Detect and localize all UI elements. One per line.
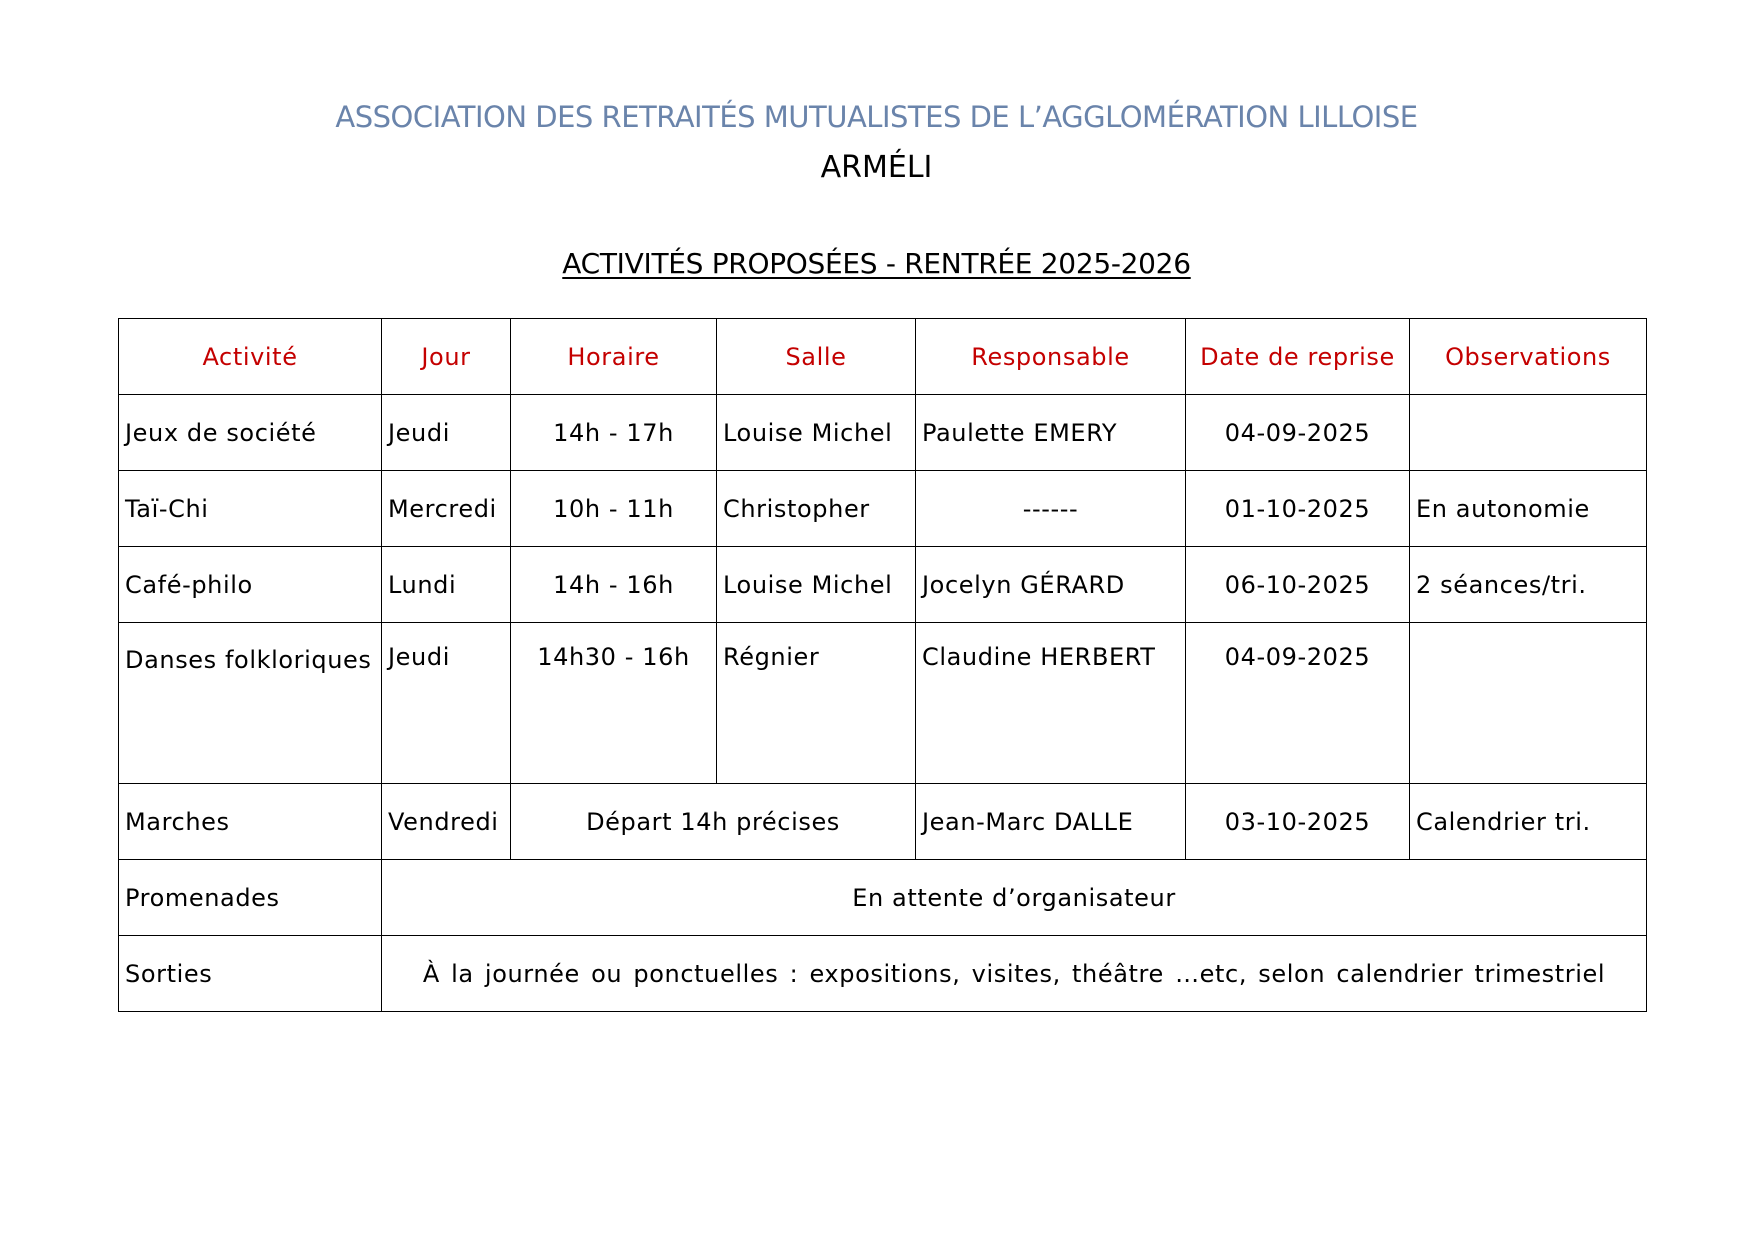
cell-salle: Régnier — [717, 623, 916, 784]
document-title-text: ACTIVITÉS PROPOSÉES - RENTRÉE 2025-2026 — [562, 247, 1191, 280]
table-header-row — [119, 319, 1647, 395]
cell-salle: Louise Michel — [717, 547, 916, 623]
cell-horaire: 10h - 11h — [511, 471, 717, 547]
cell-date-reprise: 04-09-2025 — [1186, 623, 1410, 784]
cell-details: À la journée ou ponctuelles : expositions, visites, théâtre …etc, selon calendrier trimestriel — [382, 936, 1647, 1012]
cell-observations — [1410, 623, 1647, 784]
table-row — [119, 936, 1647, 1012]
cell-responsable: Jocelyn GÉRARD — [916, 547, 1186, 623]
cell-observations: Calendrier tri. — [1410, 784, 1647, 860]
cell-date-reprise: 03-10-2025 — [1186, 784, 1410, 860]
column-header-responsable: Responsable — [916, 319, 1186, 395]
table-row — [119, 395, 1647, 471]
cell-details: En attente d’organisateur — [382, 860, 1647, 936]
cell-activite: Café-philo — [119, 547, 382, 623]
table-row — [119, 784, 1647, 860]
cell-date-reprise: 04-09-2025 — [1186, 395, 1410, 471]
cell-activite: Marches — [119, 784, 382, 860]
document-title — [0, 247, 1753, 280]
cell-jour: Lundi — [382, 547, 511, 623]
cell-responsable: Claudine HERBERT — [916, 623, 1186, 784]
column-header-observations: Observations — [1410, 319, 1647, 395]
cell-responsable: ------ — [916, 471, 1186, 547]
cell-horaire: 14h - 17h — [511, 395, 717, 471]
cell-observations — [1410, 395, 1647, 471]
column-header-date-reprise: Date de reprise — [1186, 319, 1410, 395]
cell-horaire: 14h30 - 16h — [511, 623, 717, 784]
cell-jour: Jeudi — [382, 395, 511, 471]
cell-responsable: Jean-Marc DALLE — [916, 784, 1186, 860]
cell-jour: Vendredi — [382, 784, 511, 860]
cell-observations: En autonomie — [1410, 471, 1647, 547]
cell-activite: Jeux de société — [119, 395, 382, 471]
column-header-jour: Jour — [382, 319, 511, 395]
cell-activite: Sorties — [119, 936, 382, 1012]
column-header-horaire: Horaire — [511, 319, 717, 395]
organization-acronym: ARMÉLI — [820, 150, 933, 185]
cell-observations: 2 séances/tri. — [1410, 547, 1647, 623]
column-header-salle: Salle — [717, 319, 916, 395]
cell-activite: Danses folkloriques — [119, 623, 382, 784]
cell-salle: Christopher — [717, 471, 916, 547]
cell-horaire: 14h - 16h — [511, 547, 717, 623]
table-row — [119, 547, 1647, 623]
table-row — [119, 471, 1647, 547]
table-row — [119, 623, 1647, 784]
activities-table — [118, 318, 1647, 1012]
cell-jour: Mercredi — [382, 471, 511, 547]
organization-name: ASSOCIATION DES RETRAITÉS MUTUALISTES DE L’AGGLOMÉRATION LILLOISE — [335, 100, 1418, 134]
cell-jour: Jeudi — [382, 623, 511, 784]
cell-responsable: Paulette EMERY — [916, 395, 1186, 471]
column-header-activite: Activité — [119, 319, 382, 395]
cell-activite: Promenades — [119, 860, 382, 936]
cell-date-reprise: 06-10-2025 — [1186, 547, 1410, 623]
cell-activite: Taï-Chi — [119, 471, 382, 547]
table-row — [119, 860, 1647, 936]
cell-date-reprise: 01-10-2025 — [1186, 471, 1410, 547]
cell-horaire-salle: Départ 14h précises — [511, 784, 916, 860]
cell-salle: Louise Michel — [717, 395, 916, 471]
